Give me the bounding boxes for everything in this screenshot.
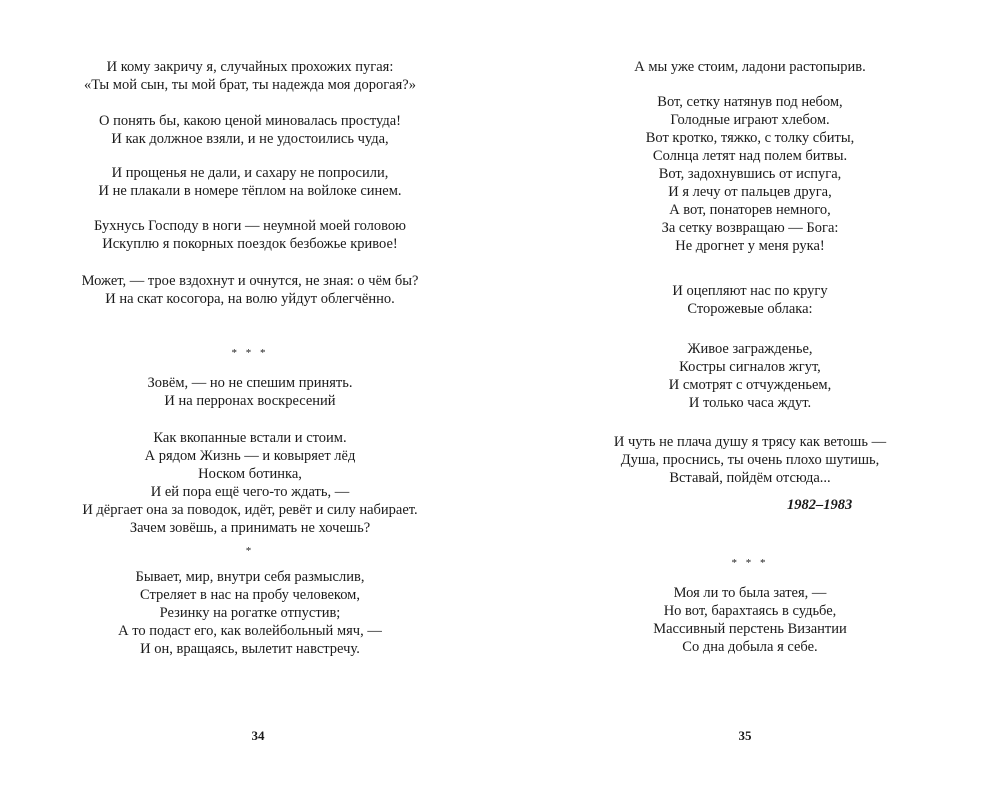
- poem-line: Бывает, мир, внутри себя размыслив,: [135, 569, 365, 585]
- poem-line: Стреляет в нас на пробу человеком,: [140, 587, 360, 603]
- poem-line: Резинку на рогатке отпустив;: [159, 605, 341, 621]
- poem-line: Зовём, — но не спешим принять.: [147, 375, 353, 391]
- asterisks: *: [245, 545, 255, 557]
- section-separator: [0, 344, 500, 362]
- poem-stanza: [500, 433, 1000, 487]
- poem-line: И не плакали в номере тёплом на войлоке синем.: [98, 183, 402, 199]
- poem-line: Солнца летят над полем битвы.: [652, 148, 848, 164]
- poem-line: Может, — трое вздохнут и очнутся, не зная: о чём бы?: [81, 273, 419, 289]
- poem-line: Сторожевые облака:: [687, 301, 813, 317]
- poem-line: Не дрогнет у меня рука!: [675, 238, 825, 254]
- poem-line: И прощенья не дали, и сахару не попросили,: [111, 165, 389, 181]
- poem-stanza: [500, 93, 1000, 255]
- poem-line: О понять бы, какою ценой миновалась простуда!: [98, 113, 402, 129]
- poem-line: А мы уже стоим, ладони растопырив.: [634, 59, 866, 75]
- poem-line: И смотрят с отчужденьем,: [668, 377, 832, 393]
- poem-line: И он, вращаясь, вылетит навстречу.: [140, 641, 360, 657]
- poem-line: Вот кротко, тяжко, с толку сбиты,: [645, 130, 855, 146]
- section-separator: [500, 554, 1000, 572]
- poem-line: Искуплю я покорных поездок безбожье кривое!: [102, 236, 398, 252]
- poem-line: Вот, задохнувшись от испуга,: [658, 166, 842, 182]
- poem-line: Душа, проснись, ты очень плохо шутишь,: [620, 452, 880, 468]
- poem-stanza: [0, 112, 500, 148]
- poem-line: И только часа ждут.: [688, 395, 812, 411]
- poem-line: И на скат косогора, на волю уйдут облегчённо.: [105, 291, 395, 307]
- poem-line: Вот, сетку натянув под небом,: [657, 94, 843, 110]
- poem-line: Как вкопанные встали и стоим.: [153, 430, 347, 446]
- poem-line: Живое загражденье,: [687, 341, 813, 357]
- page-number: 34: [251, 728, 265, 743]
- poem-stanza: [0, 164, 500, 200]
- poem-stanza: [500, 58, 1000, 76]
- right-page: [500, 0, 1000, 800]
- poem-line: И как должное взяли, и не удостоились чуда,: [111, 131, 389, 147]
- poem-line: А то подаст его, как волейбольный мяч, —: [118, 623, 382, 639]
- poem-stanza: [500, 340, 1000, 412]
- poem-stanza: [0, 272, 500, 308]
- poem-stanza: [500, 282, 1000, 318]
- poem-line: Голодные играют хлебом.: [670, 112, 830, 128]
- asterisks: * * *: [231, 347, 269, 359]
- poem-line: И кому закричу я, случайных прохожих пугая:: [106, 59, 394, 75]
- poem-line: «Ты мой сын, ты мой брат, ты надежда моя дорогая?»: [84, 77, 416, 93]
- poem-line: А рядом Жизнь — и ковыряет лёд: [144, 448, 356, 464]
- poem-line: И на перронах воскресений: [164, 393, 336, 409]
- poem-stanza: [500, 584, 1000, 656]
- poem-line: Массивный перстень Византии: [653, 621, 847, 637]
- poem-stanza: [0, 429, 500, 537]
- poem-line: Моя ли то была затея, —: [673, 585, 827, 601]
- poem-line: За сетку возвращаю — Бога:: [661, 220, 839, 236]
- date-text: 1982–1983: [787, 497, 853, 513]
- section-separator: [0, 542, 500, 560]
- poem-line: Со дна добыла я себе.: [682, 639, 818, 655]
- poem-line: Костры сигналов жгут,: [679, 359, 821, 375]
- poem-line: Носком ботинка,: [198, 466, 302, 482]
- poem-stanza: [0, 217, 500, 253]
- poem-date: [787, 496, 1000, 514]
- poem-line: Зачем зовёшь, а принимать не хочешь?: [129, 520, 371, 536]
- poem-stanza: [0, 58, 500, 94]
- poem-line: И оцепляют нас по кругу: [672, 283, 828, 299]
- poem-line: А вот, понаторев немного,: [669, 202, 831, 218]
- poem-stanza: [0, 568, 500, 658]
- poem-line: И я лечу от пальцев друга,: [668, 184, 832, 200]
- asterisks: * * *: [731, 557, 769, 569]
- poem-line: И дёргает она за поводок, идёт, ревёт и силу набирает.: [82, 502, 418, 518]
- page-number: 35: [738, 728, 752, 743]
- poem-line: Но вот, барахтаясь в судьбе,: [663, 603, 837, 619]
- poem-line: И ей пора ещё чего-то ждать, —: [150, 484, 350, 500]
- poem-line: И чуть не плача душу я трясу как ветошь —: [613, 434, 887, 450]
- poem-line: Вставай, пойдём отсюда...: [669, 470, 831, 486]
- poem-stanza: [0, 374, 500, 410]
- poem-line: Бухнусь Господу в ноги — неумной моей головою: [94, 218, 406, 234]
